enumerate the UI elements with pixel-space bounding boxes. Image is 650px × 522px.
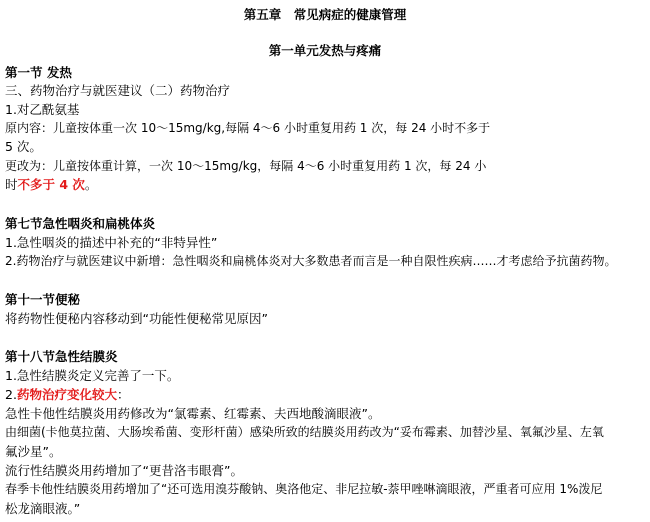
chapter-title: 第五章 常见病症的健康管理 bbox=[243, 7, 407, 22]
paragraph: 松龙滴眼液。” bbox=[5, 501, 81, 516]
paragraph: 春季卡他性结膜炎用药增加了“还可选用溴芬酸钠、奥洛他定、非尼拉敏-萘甲唑啉滴眼液，严重者可应用 1%泼尼 bbox=[5, 482, 603, 496]
text-span: 。 bbox=[84, 177, 98, 192]
original-content-line: 5 次。 bbox=[5, 139, 42, 154]
paragraph: 流行性结膜炎用药增加了“更昔洛韦眼膏”。 bbox=[5, 463, 243, 478]
list-item: 1.急性结膜炎定义完善了一下。 bbox=[5, 368, 180, 383]
section-heading-constipation: 第十一节便秘 bbox=[5, 292, 81, 307]
original-content-line: 原内容：儿童按体重一次 10～15mg/kg,每隔 4～6 小时重复用药 1 次，每 24 小时不多于 bbox=[5, 121, 491, 135]
paragraph: 将药物性便秘内容移动到“功能性便秘常见原因” bbox=[5, 311, 268, 326]
text-span: 时 bbox=[5, 177, 18, 192]
changed-content-line: 更改为：儿童按体重计算，一次 10～15mg/kg，每隔 4～6 小时重复用药 1 次，每 24 小 bbox=[5, 159, 487, 173]
text-span: 2. bbox=[5, 387, 17, 402]
highlight-red: 药物治疗变化较大 bbox=[16, 387, 117, 402]
highlight-red: 不多于 4 次 bbox=[17, 177, 85, 192]
paragraph: 急性卡他性结膜炎用药修改为“氯霉素、红霉素、夫西地酸滴眼液”。 bbox=[5, 406, 381, 421]
paragraph: 由细菌(卡他莫拉菌、大肠埃希菌、变形杆菌）感染所致的结膜炎用药改为“妥布霉素、加替沙星、氧氟沙星、左氧 bbox=[5, 425, 604, 439]
section-heading-pharyngitis: 第七节急性咽炎和扁桃体炎 bbox=[5, 216, 156, 231]
list-item: 1.对乙酰氨基 bbox=[5, 102, 80, 117]
section-heading-fever: 第一节 发热 bbox=[5, 65, 72, 80]
section-subheading: 三、药物治疗与就医建议（二）药物治疗 bbox=[5, 83, 231, 98]
paragraph: 氟沙星”。 bbox=[5, 444, 62, 459]
changed-content-line bbox=[5, 176, 97, 193]
section-heading-conjunctivitis: 第十八节急性结膜炎 bbox=[5, 349, 118, 364]
list-item bbox=[5, 386, 129, 403]
list-item: 1.急性咽炎的描述中补充的“非特异性” bbox=[5, 235, 218, 250]
text-span: ： bbox=[116, 387, 130, 402]
unit-title: 第一单元发热与疼痛 bbox=[268, 43, 382, 58]
list-item: 2.药物治疗与就医建议中新增：急性咽炎和扁桃体炎对大多数患者而言是一种自限性疾病……才考虑给予抗菌药物。 bbox=[5, 254, 617, 268]
